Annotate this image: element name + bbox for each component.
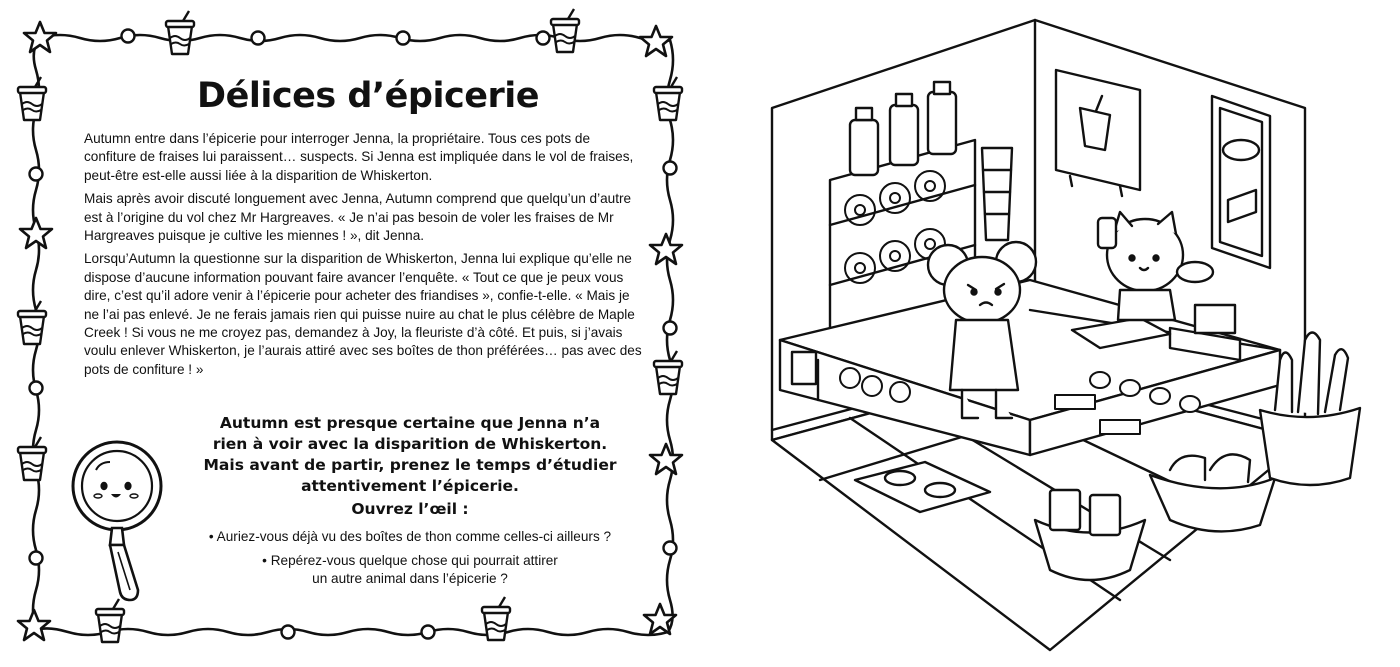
star-icon [20,218,52,248]
cup-icon [166,11,194,54]
callout-line: Mais avant de partir, prenez le temps d’étudier [203,456,617,474]
page-title: Délices d’épicerie [197,76,539,116]
magnifier-mascot-icon [73,442,161,600]
cup-icon [551,9,579,52]
cup-icon [482,597,510,640]
star-icon [24,22,56,52]
question-bullet: • Repérez-vous quelque chose qui pourrait attirer un autre animal dans l’épicerie ? [262,553,558,586]
cup-icon [18,437,46,480]
cup-stack-icon [982,148,1012,240]
grocery-store-illustration [700,0,1400,667]
story-paragraph: Lorsqu’Autumn la questionne sur la disparition de Whiskerton, Jenna lui explique qu’elle ne dispose d’aucune information pouvant faire avancer l’enquête. « Tout ce que je peux vous dire, c’est qu’il adore venir à l’épicerie pour acheter des friandises », confie-t-elle. « Mais je ne l’ai pas enlevé. Je ne ferais jamais rien qui puisse nuire au chat le plus célèbre de Maple Creek ! Si vous ne me croyez pas, demandez à Joy, la fleuriste d’à côté. Et puis, si j’avais voulu enlever Whiskerton, je l’aurais attiré avec ses boîtes de thon préférées… pas avec des pots de confiture ! » [84,251,642,377]
story-text [84,76,644,384]
callout-line: rien à voir avec la disparition de Whiskerton. [212,435,608,453]
challenge-callout [180,413,640,594]
right-page [700,0,1400,667]
star-icon [640,26,672,56]
star-icon [18,610,50,640]
question-bullet: • Auriez-vous déjà vu des boîtes de thon comme celles-ci ailleurs ? [208,529,612,544]
left-page [0,0,690,667]
cup-icon [96,599,124,642]
callout-line: attentivement l’épicerie. [301,477,519,495]
open-eye-heading: Ouvrez l’œil : [351,500,469,518]
cup-icon [18,301,46,344]
story-paragraph: Mais après avoir discuté longuement avec Jenna, Autumn comprend que quelqu’un d’autre est à l’origine du vol chez Mr Hargreaves. « Je n’ai pas besoin de voler les fraises de Mr Hargreaves puisque je cultive les miennes ! », dit Jenna. [84,191,632,244]
cup-icon [18,77,46,120]
callout-line: Autumn est presque certaine que Jenna n’a [219,414,601,432]
story-paragraph: Autumn entre dans l’épicerie pour interroger Jenna, la propriétaire. Tous ces pots de confiture de fraises lui paraissent… suspects. Si Jenna est impliquée dans le vol de fraises, peut-être est-elle aussi liée à la disparition de Whiskerton. [84,131,634,183]
sandwich-poster-icon [1212,96,1270,268]
star-icon [650,444,682,474]
